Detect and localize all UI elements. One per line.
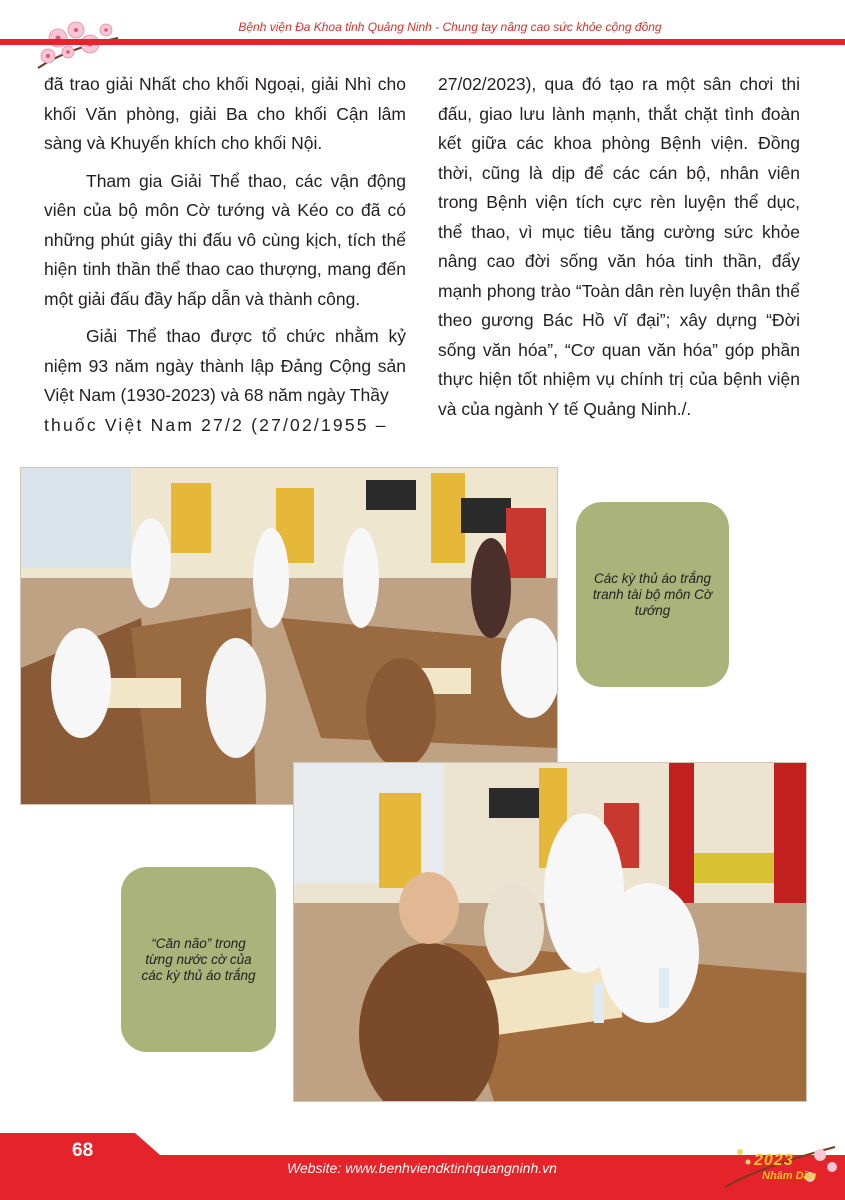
paragraph: Tham gia Giải Thể thao, các vận động viên của bộ môn Cờ tướng và Kéo co đã có những phút giây thi đấu vô cùng kịch, tích thể hiện tinh thần thể thao cao thượng, mang đến một giải đấu đầy hấp dẫn và thành công. [44, 170, 406, 309]
paragraph: 27/02/2023), qua đó tạo ra một sân chơi thi đấu, giao lưu lành mạnh, thắt chặt tình đoàn kết giữa các khoa phòng Bệnh viện. Đồng thời, cũng là dịp để các cán bộ, nhân viên trong Bệnh viện tích cực rèn luyện thể dục, thể thao, vì mục tiêu tăng cường sức khỏe nâng cao đời sống văn hóa tinh thần, đẩy mạnh phong trào “Toàn dân rèn luyện thân thể theo gương Bác Hồ vĩ đại”; xây dựng “Đời sống văn hóa”, “Cơ quan văn hóa” góp phần thực hiện tốt nhiệm vụ chính trị của bệnh viện và của ngành Y tế Quảng Ninh./. [438, 74, 800, 419]
logo-subtitle: Nhâm Dần [762, 1170, 817, 1182]
website-link[interactable]: www.benhviendktinhquangninh.vn [345, 1160, 557, 1176]
paragraph: đã trao giải Nhất cho khối Ngoại, giải Nhì cho khối Văn phòng, giải Ba cho khối Cận lâm sàng và Khuyến khích cho khối Nội. [44, 74, 406, 153]
chess-tournament-photo-1 [20, 467, 558, 805]
article-column-left [44, 70, 406, 448]
header-rule [0, 39, 845, 45]
website-label: Website: [287, 1160, 342, 1176]
page-number: 68 [72, 1140, 94, 1161]
photo-caption-2 [121, 867, 276, 1052]
chess-tournament-photo-2 [293, 762, 807, 1102]
caption-text: “Căn não” trong từng nước cờ của các kỳ thủ áo trắng [141, 935, 256, 983]
footer-website [287, 1160, 557, 1176]
article-column-right [438, 70, 800, 432]
caption-text: Các kỳ thủ áo trắng tranh tài bộ môn Cờ tướng [592, 570, 713, 618]
logo-year: 2023 [754, 1152, 794, 1169]
paragraph-line: thuốc Việt Nam 27/2 (27/02/1955 – [44, 414, 388, 435]
photo-caption-1 [576, 502, 729, 687]
paragraph: Giải Thể thao được tổ chức nhằm kỷ niệm 93 năm ngày thành lập Đảng Cộng sản Việt Nam (1930-2023) và 68 năm ngày Thầy [44, 326, 406, 405]
header-title: Bệnh viện Đa Khoa tỉnh Quảng Ninh - Chung tay nâng cao sức khỏe cộng đồng [238, 20, 662, 34]
